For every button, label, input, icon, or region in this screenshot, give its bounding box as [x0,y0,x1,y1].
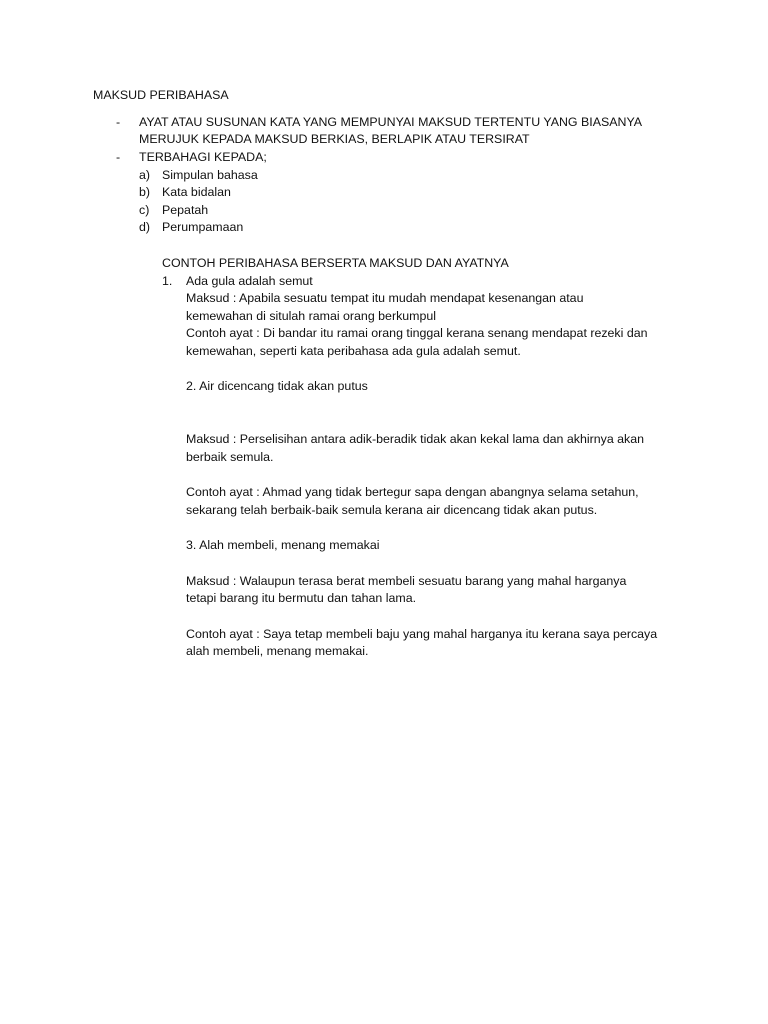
definition-line-1: AYAT ATAU SUSUNAN KATA YANG MEMPUNYAI MAKSUD TERTENTU YANG BIASANYA [139,115,643,129]
example-maksud: tetapi barang itu bermutu dan tahan lama. [186,591,417,605]
example-proverb: Ada gula adalah semut [186,274,313,288]
list-item-label: Simpulan bahasa [162,168,258,182]
divided-heading: TERBAHAGI KEPADA; [139,150,267,164]
list-item-marker: c) [139,203,150,217]
bullet-dash: - [116,150,121,164]
example-number: 1. [162,274,173,288]
page-title: MAKSUD PERIBAHASA [93,88,229,102]
list-item-marker: d) [139,220,151,234]
example-contoh: alah membeli, menang memakai. [186,644,369,658]
example-contoh: Contoh ayat : Ahmad yang tidak bertegur sapa dengan abangnya selama setahun, [186,485,639,499]
example-proverb: 2. Air dicencang tidak akan putus [186,379,368,393]
example-contoh: kemewahan, seperti kata peribahasa ada gula adalah semut. [186,344,521,358]
definition-line-2: MERUJUK KEPADA MAKSUD BERKIAS, BERLAPIK ATAU TERSIRAT [139,132,530,146]
example-maksud: Maksud : Perselisihan antara adik-beradik tidak akan kekal lama dan akhirnya akan [186,432,645,446]
example-contoh: sekarang telah berbaik-baik semula kerana air dicencang tidak akan putus. [186,503,598,517]
example-maksud: Maksud : Walaupun terasa berat membeli sesuatu barang yang mahal harganya [186,574,627,588]
example-maksud: berbaik semula. [186,450,274,464]
example-contoh: Contoh ayat : Di bandar itu ramai orang tinggal kerana senang mendapat rezeki dan [186,326,648,340]
example-maksud: kemewahan di situlah ramai orang berkumpul [186,309,437,323]
example-proverb: 3. Alah membeli, menang memakai [186,538,380,552]
example-maksud: Maksud : Apabila sesuatu tempat itu mudah mendapat kesenangan atau [186,291,584,305]
bullet-dash: - [116,115,121,129]
examples-heading: CONTOH PERIBAHASA BERSERTA MAKSUD DAN AYATNYA [162,256,509,270]
list-item-marker: a) [139,168,151,182]
list-item-label: Pepatah [162,203,209,217]
list-item-label: Kata bidalan [162,185,231,199]
list-item-marker: b) [139,185,151,199]
list-item-label: Perumpamaan [162,220,244,234]
example-contoh: Contoh ayat : Saya tetap membeli baju yang mahal harganya itu kerana saya percaya [186,627,658,641]
